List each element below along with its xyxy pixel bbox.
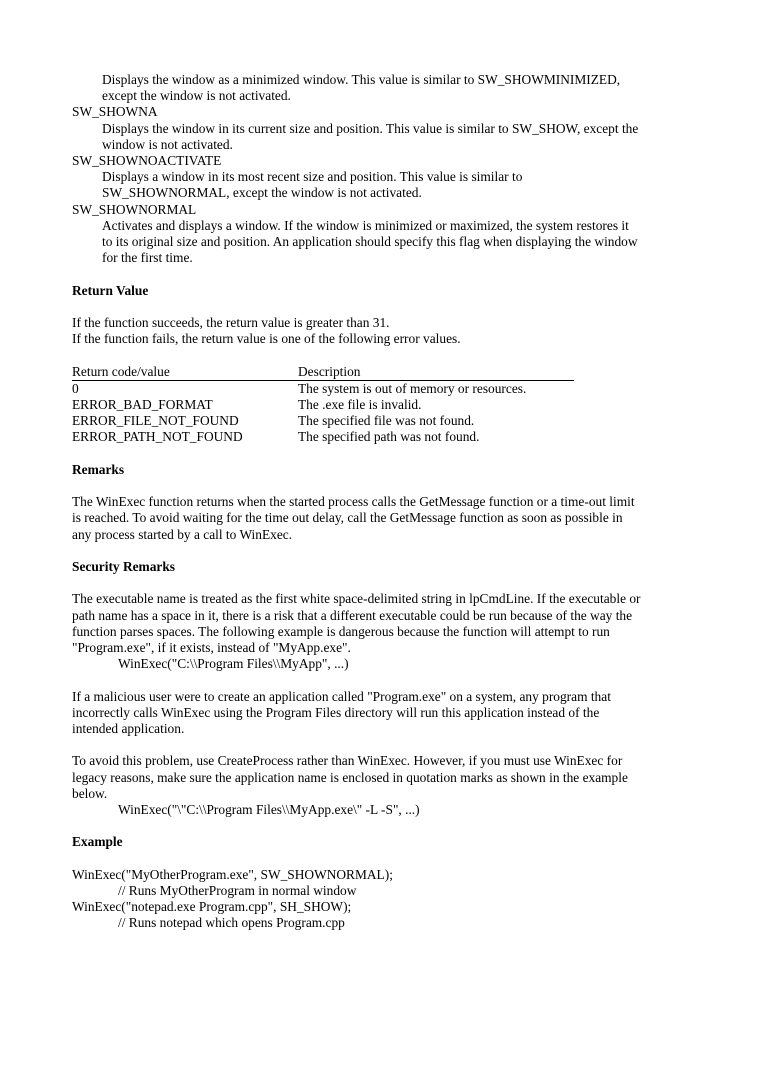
security-line: The executable name is treated as the first white space-delimited string in lpCmdLine. If the executable or xyxy=(72,591,641,607)
flag-desc-line: for the first time. xyxy=(102,250,193,266)
document-page xyxy=(72,72,672,932)
flag-name: SW_SHOWNA xyxy=(72,104,158,120)
remarks-line: any process started by a call to WinExec. xyxy=(72,526,293,542)
spacer xyxy=(72,737,672,753)
flag-name: SW_SHOWNORMAL xyxy=(72,201,197,217)
security-line: function parses spaces. The following example is dangerous because the function will attempt to run xyxy=(72,623,610,639)
example-code-line: WinExec("MyOtherProgram.exe", SW_SHOWNORMAL); xyxy=(72,866,393,882)
spacer xyxy=(72,575,672,591)
return-code-table xyxy=(72,364,574,446)
spacer xyxy=(72,478,672,494)
return-value-heading: Return Value xyxy=(72,282,149,298)
flag-list xyxy=(72,72,672,266)
security-line: below. xyxy=(72,785,108,801)
table-cell: ERROR_BAD_FORMAT xyxy=(72,397,213,413)
code-sample: WinExec("C:\\Program Files\\MyApp", ...) xyxy=(118,656,349,672)
example-comment-line: // Runs MyOtherProgram in normal window xyxy=(118,882,357,898)
security-line: intended application. xyxy=(72,721,185,736)
security-line: path name has a space in it, there is a risk that a different executable could be run because of the way the xyxy=(72,607,633,623)
spacer xyxy=(72,851,672,867)
spacer xyxy=(72,266,672,282)
table-row xyxy=(72,397,574,413)
security-line: If a malicious user were to create an application called "Program.exe" on a system, any program that xyxy=(72,688,611,704)
table-cell: The specified path was not found. xyxy=(298,429,480,445)
table-row xyxy=(72,429,574,445)
security-line: legacy reasons, make sure the application name is enclosed in quotation marks as shown in the example xyxy=(72,769,628,785)
remarks-heading: Remarks xyxy=(72,461,125,477)
example-comment-line: // Runs notepad which opens Program.cpp xyxy=(118,915,345,931)
table-row xyxy=(72,413,574,429)
table-header-cell: Description xyxy=(298,364,574,381)
example-code-line: WinExec("notepad.exe Program.cpp", SH_SHOW); xyxy=(72,899,352,915)
table-header-cell: Return code/value xyxy=(72,364,298,381)
flag-desc-line: Displays the window as a minimized window. This value is similar to SW_SHOWMINIMIZED, xyxy=(102,72,621,87)
table-cell: 0 xyxy=(72,380,79,396)
return-value-line: If the function succeeds, the return value is greater than 31. xyxy=(72,315,390,331)
flag-desc-line: SW_SHOWNORMAL, except the window is not activated. xyxy=(102,185,422,201)
remarks-line: The WinExec function returns when the started process calls the GetMessage function or a time-out limit xyxy=(72,494,635,510)
code-sample: WinExec("\"C:\\Program Files\\MyApp.exe\" -L -S", ...) xyxy=(118,802,420,817)
spacer xyxy=(72,446,672,462)
flag-desc-line: window is not activated. xyxy=(102,136,233,152)
flag-desc-line: Displays a window in its most recent size and position. This value is similar to xyxy=(102,169,523,185)
flag-desc-line: Activates and displays a window. If the window is minimized or maximized, the system restores it xyxy=(102,217,629,233)
table-cell: ERROR_FILE_NOT_FOUND xyxy=(72,413,239,429)
table-cell: ERROR_PATH_NOT_FOUND xyxy=(72,429,243,445)
flag-desc-line: Displays the window in its current size and position. This value is similar to SW_SHOW, except the xyxy=(102,120,639,136)
table-cell: The system is out of memory or resources. xyxy=(298,380,527,396)
table-header-row xyxy=(72,364,574,381)
spacer xyxy=(72,672,672,688)
table-cell: The specified file was not found. xyxy=(298,413,475,429)
flag-desc-line: to its original size and position. An application should specify this flag when displaying the window xyxy=(102,234,638,250)
security-line: incorrectly calls WinExec using the Program Files directory will run this application instead of the xyxy=(72,704,600,720)
spacer xyxy=(72,818,672,834)
flag-name: SW_SHOWNOACTIVATE xyxy=(72,153,222,169)
spacer xyxy=(72,299,672,315)
example-heading: Example xyxy=(72,834,123,850)
table-cell: The .exe file is invalid. xyxy=(298,397,422,413)
spacer xyxy=(72,543,672,559)
return-value-line: If the function fails, the return value is one of the following error values. xyxy=(72,331,461,347)
security-remarks-heading: Security Remarks xyxy=(72,559,176,574)
table-row xyxy=(72,380,574,397)
remarks-line: is reached. To avoid waiting for the time out delay, call the GetMessage function as soon as possible in xyxy=(72,510,623,526)
security-line: To avoid this problem, use CreateProcess rather than WinExec. However, if you must use WinExec for xyxy=(72,753,623,769)
flag-desc-line: except the window is not activated. xyxy=(102,88,291,104)
security-line: "Program.exe", if it exists, instead of "MyApp.exe". xyxy=(72,640,351,655)
spacer xyxy=(72,347,672,363)
